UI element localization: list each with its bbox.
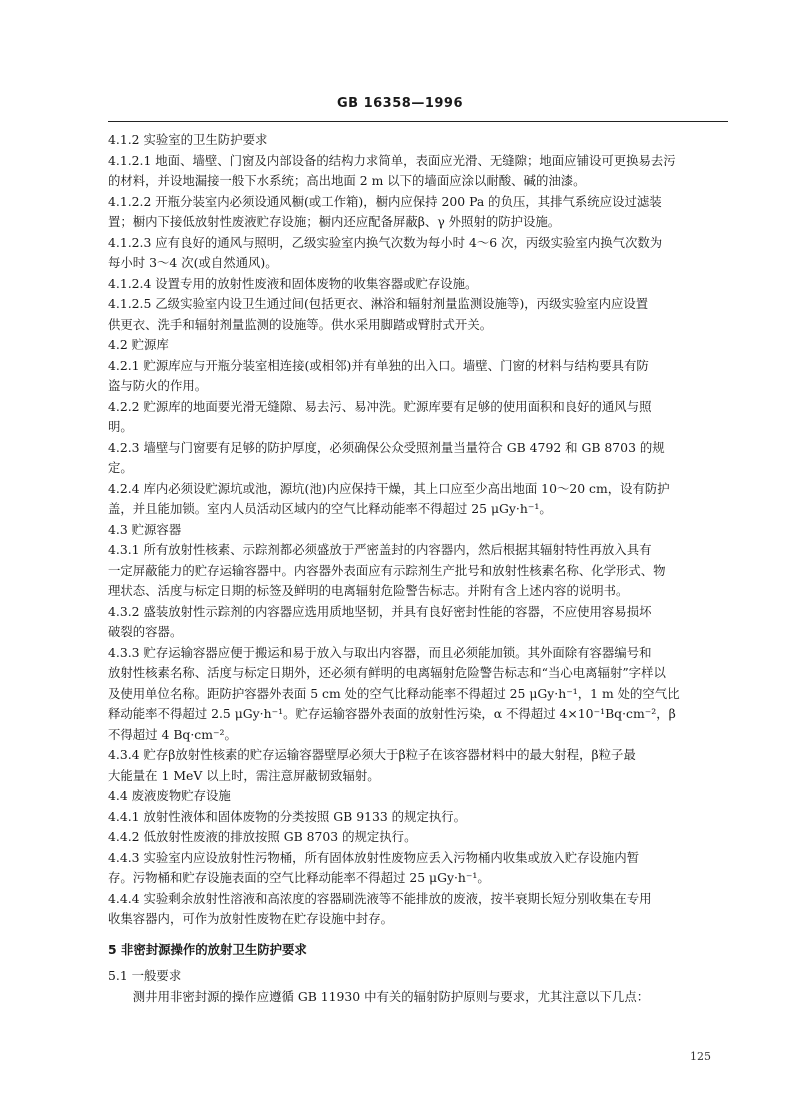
text-line: 4.2.3 墙壁与门窗要有足够的防护厚度，必须确保公众受照剂量当量符合 GB 4792 和 GB 8703 的规 bbox=[108, 439, 665, 455]
text-line: 破裂的容器。 bbox=[108, 624, 183, 639]
section-heading: 4.1.2 实验室的卫生防护要求 bbox=[108, 132, 268, 147]
text-line: 4.4.4 实验剩余放射性溶液和高浓度的容器刷洗液等不能排放的废液，按半衰期长短分别收集在专用 bbox=[108, 890, 652, 906]
text-line: 不得超过 4 Bq·cm⁻²。 bbox=[108, 726, 237, 742]
text-line: 4.4.1 放射性液体和固体废物的分类按照 GB 9133 的规定执行。 bbox=[108, 808, 467, 824]
text-line: 4.1.2.3 应有良好的通风与照明，乙级实验室内换气次数为每小时 4～6 次，丙级实验室内换气次数为 bbox=[108, 234, 663, 250]
text-line: 释动能率不得超过 2.5 μGy·h⁻¹。贮存运输容器外表面的放射性污染，α 不得超过 4×10⁻¹Bq·cm⁻²，β bbox=[108, 706, 676, 721]
text-line: 存。污物桶和贮存设施表面的空气比释动能率不得超过 25 μGy·h⁻¹。 bbox=[108, 870, 490, 885]
text-line: 4.3.1 所有放射性核素、示踪剂都必须盛放于严密盖封的内容器内，然后根据其辐射特性再放入具有 bbox=[108, 542, 652, 557]
text-line: 测井用非密封源的操作应遵循 GB 11930 中有关的辐射防护原则与要求，尤其注意以下几点： bbox=[132, 988, 650, 1004]
text-line: 4.4.2 低放射性废液的排放按照 GB 8703 的规定执行。 bbox=[108, 829, 417, 844]
text-line: 4.1.2.5 乙级实验室内设卫生通过间(包括更衣、淋浴和辐射剂量监测设施等)，丙级实验室内应设置 bbox=[108, 296, 649, 311]
text-line: 4.1.2.2 开瓶分装室内必须设通风橱(或工作箱)，橱内应保持 200 Pa 的负压，其排气系统应设过滤装 bbox=[108, 193, 662, 209]
text-line: 理状态、活度与标定日期的标签及鲜明的电离辐射危险警告标志。并附有含上述内容的说明书。 bbox=[108, 583, 629, 598]
text-line: 收集容器内，可作为放射性废物在贮存设施中封存。 bbox=[108, 911, 393, 926]
text-line: 4.1.2.1 地面、墙壁、门窗及内部设备的结构力求简单，表面应光滑、无缝隙；地面应铺设可更换易去污 bbox=[108, 152, 676, 168]
text-line: 4.2.1 贮源库应与开瓶分装室相连接(或相邻)并有单独的出入口。墙壁、门窗的材料与结构要具有防 bbox=[108, 357, 649, 373]
section-heading: 5.1 一般要求 bbox=[108, 968, 182, 983]
section-heading: 4.4 废液废物贮存设施 bbox=[108, 788, 231, 803]
page-number: 125 bbox=[690, 1050, 711, 1063]
text-line: 及使用单位名称。距防护容器外表面 5 cm 处的空气比释动能率不得超过 25 μGy·h⁻¹，1 m 处的空气比 bbox=[108, 685, 680, 701]
text-line: 供更衣、洗手和辐射剂量监测的设施等。供水采用脚踏或臂肘式开关。 bbox=[108, 316, 493, 332]
text-line: 4.2.4 库内必须设贮源坑或池，源坑(池)内应保持干燥，其上口应至少高出地面 10～20 cm，设有防护 bbox=[108, 480, 670, 496]
text-line: 定。 bbox=[108, 460, 133, 475]
text-line: 4.2.2 贮源库的地面要光滑无缝隙、易去污、易冲洗。贮源库要有足够的使用面积和良好的通风与照 bbox=[108, 398, 652, 414]
text-line: 置；橱内下接低放射性废液贮存设施；橱内还应配备屏蔽β、γ 外照射的防护设施。 bbox=[108, 214, 561, 229]
text-line: 4.3.3 贮存运输容器应便于搬运和易于放入与取出内容器，而且必须能加锁。其外面除有容器编号和 bbox=[108, 644, 652, 660]
text-line: 盗与防火的作用。 bbox=[108, 378, 208, 393]
text-line: 盖，并且能加锁。室内人员活动区域内的空气比释动能率不得超过 25 μGy·h⁻¹。 bbox=[108, 501, 552, 516]
chapter-heading: 5 非密封源操作的放射卫生防护要求 bbox=[108, 941, 307, 957]
text-line: 的材料，并设地漏接一般下水系统；高出地面 2 m 以下的墙面应涂以耐酸、碱的油漆。 bbox=[108, 173, 586, 188]
document-body bbox=[108, 130, 728, 1007]
text-line: 4.3.4 贮存β放射性核素的贮存运输容器壁厚必须大于β粒子在该容器材料中的最大射程，β粒子最 bbox=[108, 747, 636, 762]
text-line: 一定屏蔽能力的贮存运输容器中。内容器外表面应有示踪剂生产批号和放射性核素名称、化学形式、物 bbox=[108, 562, 666, 578]
text-line: 放射性核素名称、活度与标定日期外，还必须有鲜明的电离辐射危险警告标志和“当心电离辐射”字样以 bbox=[108, 665, 666, 680]
section-heading: 4.3 贮源容器 bbox=[108, 521, 182, 537]
text-line: 4.1.2.4 设置专用的放射性废液和固体废物的收集容器或贮存设施。 bbox=[108, 275, 478, 291]
text-line: 大能量在 1 MeV 以上时，需注意屏蔽韧致辐射。 bbox=[108, 767, 380, 783]
page-header-standard-number: GB 16358—1996 bbox=[336, 96, 463, 111]
text-line: 明。 bbox=[108, 419, 133, 434]
section-heading: 4.2 贮源库 bbox=[108, 337, 169, 352]
text-line: 4.4.3 实验室内应设放射性污物桶，所有固体放射性废物应丢入污物桶内收集或放入贮存设施内暂 bbox=[108, 849, 640, 865]
text-line: 4.3.2 盛装放射性示踪剂的内容器应选用质地坚韧，并具有良好密封性能的容器，不应使用容易损坏 bbox=[108, 603, 652, 619]
text-line: 每小时 3～4 次(或自然通风)。 bbox=[108, 255, 278, 270]
header-rule bbox=[108, 121, 728, 122]
